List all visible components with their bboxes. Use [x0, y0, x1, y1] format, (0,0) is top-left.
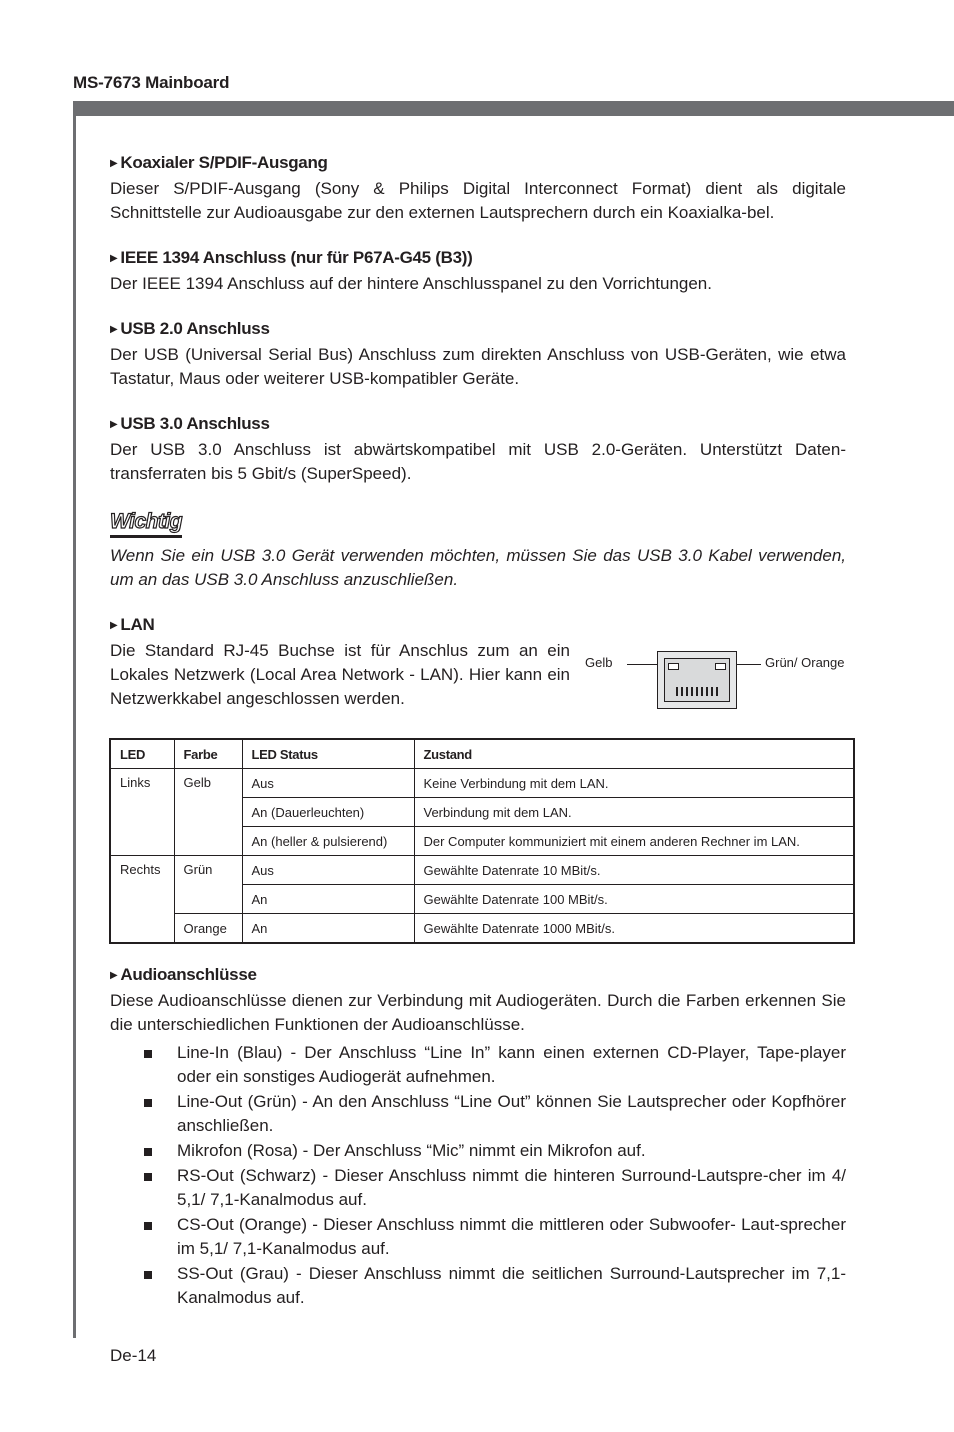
table-header-row	[110, 739, 854, 769]
square-bullet-icon	[144, 1222, 152, 1230]
page-header-title: MS-7673 Mainboard	[73, 73, 230, 92]
table-header: LED Status	[242, 739, 414, 769]
rj45-diagram	[585, 645, 855, 711]
rj45-right-label: Grün/ Orange	[765, 655, 845, 670]
list-item: Mikrofon (Rosa) - Der Anschluss “Mic” nimmt ein Mikrofon auf.	[110, 1139, 846, 1163]
important-title: Wichtig	[110, 510, 182, 538]
table-cell: Gewählte Datenrate 1000 MBit/s.	[414, 914, 854, 944]
left-rule	[73, 101, 76, 1338]
table-cell: Rechts	[110, 856, 174, 944]
triangle-bullet-icon: ▶	[110, 324, 118, 335]
lan-text: Die Standard RJ-45 Buchse ist für Anschlus zum an ein Lokales Netzwerk (Local Area Network - LAN). Hier kann ein Netzwerkkabel angeschlossen werden.	[110, 641, 570, 708]
led-left-icon	[668, 663, 679, 670]
table-cell: Grün	[174, 856, 242, 914]
section-text: Der USB (Universal Serial Bus) Anschluss zum direkten Anschluss von USB-Geräten, wie etwa Tastatur, Maus oder weiterer USB-kompatibler Geräte.	[110, 345, 846, 388]
table-row	[110, 769, 854, 798]
main-content	[110, 152, 846, 709]
table-cell: Links	[110, 769, 174, 856]
table-cell: An	[242, 885, 414, 914]
list-item: Line-Out (Grün) - An den Anschluss “Line Out” können Sie Lautsprecher oder Kopfhörer anschließen.	[110, 1090, 846, 1138]
table-header: LED	[110, 739, 174, 769]
square-bullet-icon	[144, 1173, 152, 1181]
table-header: Farbe	[174, 739, 242, 769]
table-cell: Gewählte Datenrate 10 MBit/s.	[414, 856, 854, 885]
table-cell: Verbindung mit dem LAN.	[414, 798, 854, 827]
important-text: Wenn Sie ein USB 3.0 Gerät verwenden möchten, müssen Sie das USB 3.0 Kabel verwenden, um an das USB 3.0 Anschluss anzuschließen.	[110, 546, 846, 589]
section-heading: USB 2.0 Anschluss	[120, 319, 270, 338]
section-usb3	[110, 413, 846, 486]
section-heading: LAN	[120, 615, 155, 634]
rj45-port-icon	[657, 651, 737, 709]
table-cell: Orange	[174, 914, 242, 944]
table-cell: Keine Verbindung mit dem LAN.	[414, 769, 854, 798]
list-item: Line-In (Blau) - Der Anschluss “Line In” kann einen externen CD-Player, Tape-player oder ein sonstiges Audiogerät aufnehmen.	[110, 1041, 846, 1089]
triangle-bullet-icon: ▶	[110, 620, 118, 631]
important-note	[110, 508, 846, 592]
triangle-bullet-icon: ▶	[110, 158, 118, 169]
header-bar	[73, 101, 954, 116]
list-item: SS-Out (Grau) - Dieser Anschluss nimmt die seitlichen Surround-Lautsprecher im 7,1-Kanalmodus auf.	[110, 1262, 846, 1310]
square-bullet-icon	[144, 1148, 152, 1156]
section-heading: Koaxialer S/PDIF-Ausgang	[120, 153, 328, 172]
section-lan	[110, 614, 846, 709]
section-audio	[110, 964, 846, 1311]
table-cell: Gewählte Datenrate 100 MBit/s.	[414, 885, 854, 914]
list-item: RS-Out (Schwarz) - Dieser Anschluss nimmt die hinteren Surround-Lautspre-cher im 4/ 5,1/ 7,1-Kanalmodus auf.	[110, 1164, 846, 1212]
table-cell: Aus	[242, 856, 414, 885]
square-bullet-icon	[144, 1050, 152, 1058]
led-right-icon	[715, 663, 726, 670]
table-cell: An (heller & pulsierend)	[242, 827, 414, 856]
section-text: Diese Audioanschlüsse dienen zur Verbindung mit Audiogeräten. Durch die Farben erkennen Sie die unterschiedlichen Funktionen der Audioanschlüsse.	[110, 991, 846, 1034]
table-cell: An	[242, 914, 414, 944]
table-row	[110, 856, 854, 885]
list-item: CS-Out (Orange) - Dieser Anschluss nimmt die mittleren oder Subwoofer- Laut-sprecher im 5,1/ 7,1-Kanalmodus auf.	[110, 1213, 846, 1261]
section-text: Der IEEE 1394 Anschluss auf der hintere Anschlusspanel zu den Vorrichtungen.	[110, 274, 712, 293]
triangle-bullet-icon: ▶	[110, 253, 118, 264]
audio-bullet-list	[110, 1041, 846, 1310]
table-cell: Aus	[242, 769, 414, 798]
section-text: Dieser S/PDIF-Ausgang (Sony & Philips Digital Interconnect Format) dient als digitale Schnittstelle zur Audioausgabe zur den externen Lautsprechern durch ein Koaxialka-bel.	[110, 179, 846, 222]
section-heading: IEEE 1394 Anschluss (nur für P67A-G45 (B3))	[120, 248, 473, 267]
table-cell: Der Computer kommuniziert mit einem anderen Rechner im LAN.	[414, 827, 854, 856]
lan-led-table	[109, 738, 855, 944]
section-heading: Audioanschlüsse	[120, 965, 257, 984]
section-ieee1394	[110, 247, 846, 296]
page-number: De-14	[110, 1346, 157, 1365]
rj45-pins-icon	[676, 687, 718, 696]
table-cell: Gelb	[174, 769, 242, 856]
section-spdif	[110, 152, 846, 225]
triangle-bullet-icon: ▶	[110, 970, 118, 981]
square-bullet-icon	[144, 1271, 152, 1279]
table-cell: An (Dauerleuchten)	[242, 798, 414, 827]
section-usb2	[110, 318, 846, 391]
table-header: Zustand	[414, 739, 854, 769]
rj45-left-label: Gelb	[585, 655, 613, 670]
section-text: Der USB 3.0 Anschluss ist abwärtskompatibel mit USB 2.0-Geräten. Unterstützt Daten-transferraten bis 5 Gbit/s (SuperSpeed).	[110, 440, 846, 483]
section-heading: USB 3.0 Anschluss	[120, 414, 270, 433]
table-row	[110, 914, 854, 944]
square-bullet-icon	[144, 1099, 152, 1107]
triangle-bullet-icon: ▶	[110, 419, 118, 430]
